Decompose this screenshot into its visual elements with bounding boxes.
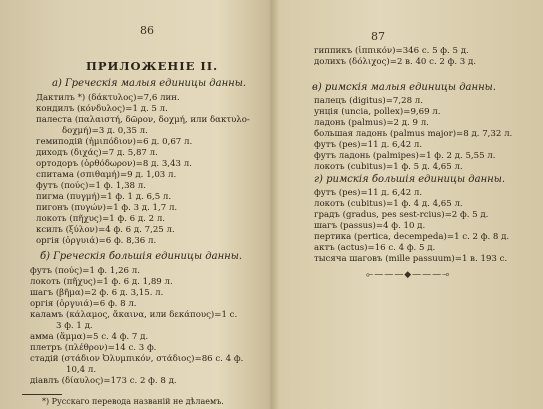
list-item: кондилъ (κόνδυλος)=1 д. 5 л. <box>36 104 168 114</box>
list-item: 3 ф. 1 д. <box>56 321 93 331</box>
list-item: футъ (pes)=11 д. 6,42 л. <box>314 188 423 198</box>
list-item: палеста (παλαιστή, δῶρον, δοχμή, или δακτυλο- <box>36 115 250 125</box>
list-item: футъ (πούς)=1 ф. 1,26 л. <box>30 266 140 276</box>
section-b-list <box>30 266 243 387</box>
list-item: палецъ (digitus)=7,28 л. <box>314 96 423 106</box>
footnote-rule <box>22 394 62 395</box>
list-item: ксилъ (ξύλον)=4 ф. 6 д. 7,25 л. <box>36 225 175 235</box>
list-item: гемиподій (ἡμιπόδιον)=6 д. 0,67 л. <box>36 137 193 147</box>
right-page <box>274 0 543 409</box>
list-item: градъ (gradus, pes sest-rcius)=2 ф. 5 д. <box>314 210 489 220</box>
list-item: локоть (πῆχυς)=1 ф. 6 д. 2 л. <box>36 214 166 224</box>
list-item: большая ладонь (palmus major)=8 д. 7,32 л. <box>314 129 513 139</box>
section-a-list <box>36 93 250 247</box>
section-title-v: в) римскія малыя единицы данны. <box>312 82 496 93</box>
section-title-g: г) римскія большія единицы данны. <box>314 174 506 185</box>
list-item: локоть (πῆχυς)=1 ф. 6 д. 1,89 л. <box>30 277 173 287</box>
footnote: *) Русскаго перевода названій не дѣлаемъ. <box>42 397 224 406</box>
list-item: 10,4 л. <box>66 365 97 375</box>
list-item: спитама (σπιθαμή)=9 д. 1,03 л. <box>36 170 177 180</box>
section-title-b: б) Греческія большія единицы данны. <box>40 251 243 262</box>
left-page <box>0 0 268 409</box>
list-item: футъ (πούς)=1 ф. 1,38 л. <box>36 181 146 191</box>
list-item: футъ ладонь (palmipes)=1 ф. 2 д. 5,55 л. <box>314 151 496 161</box>
list-item: ладонь (palmus)=2 д. 9 л. <box>314 118 429 128</box>
list-item: долихъ (δόλιχος)=2 в. 40 с. 2 ф. 3 д. <box>314 57 477 67</box>
list-item: диходъ (διχάς)=7 д. 5,87 л. <box>36 148 158 158</box>
list-item: футъ (pes)=11 д. 6,42 л. <box>314 140 423 150</box>
section-g-list <box>314 188 509 265</box>
list-item: пигонъ (πυγών)=1 ф. 3 д. 1,7 л. <box>36 203 178 213</box>
list-item: δοχμή)=3 д. 0,35 л. <box>62 126 148 136</box>
list-item: оргія (ὀργυιά)=6 ф. 8,36 л. <box>36 236 157 246</box>
page-number: 87 <box>371 30 385 43</box>
list-item: гиппикъ (ἱππικόν)=346 с. 5 ф. 5 д. <box>314 46 469 56</box>
list-item: амма (ἅμμα)=5 с. 4 ф. 7 д. <box>30 332 149 342</box>
list-item: пигма (πυγμή)=1 ф. 1 д. 6,5 л. <box>36 192 172 202</box>
list-item: діавлъ (δίαυλος)=173 с. 2 ф. 8 д. <box>30 376 177 386</box>
list-item: ортодоръ (ὀρθόδωρον)=8 д. 3,43 л. <box>36 159 192 169</box>
list-item: пертика (pertica, decempeda)=1 с. 2 ф. 8 д. <box>314 232 510 242</box>
list-item: плетръ (πλέθρον)=14 с. 3 ф. <box>30 343 157 353</box>
list-item: локоть (cubitus)=1 ф. 4 д. 4,65 л. <box>314 199 463 209</box>
page-number: 86 <box>140 24 154 37</box>
list-item: локоть (cubitus)=1 ф. 5 д. 4,65 л. <box>314 162 463 172</box>
list-item: шагъ (passus)=4 ф. 10 д. <box>314 221 426 231</box>
appendix-heading: ПРИЛОЖЕНІЕ II. <box>86 59 219 73</box>
list-item: унція (uncia, pollex)=9,69 л. <box>314 107 441 117</box>
list-item: шагъ (βῆμα)=2 ф. 6 д. 3,15. л. <box>30 288 164 298</box>
ornamental-divider: ⟜———◆———⊸ <box>366 270 451 280</box>
section-v-list <box>314 96 512 173</box>
continued-list <box>314 46 476 68</box>
list-item: тысяча шаговъ (mille passuum)=1 в. 193 с. <box>314 254 508 264</box>
list-item: актъ (actus)=16 с. 4 ф. 5 д. <box>314 243 436 253</box>
list-item: оргія (ὀργυιά)=6 ф. 8 л. <box>30 299 137 309</box>
list-item: Дактилъ *) (δάκτυλος)=7,6 лин. <box>36 93 180 103</box>
section-title-a: а) Греческія малыя единицы данны. <box>52 78 247 89</box>
list-item: стадій (στάδιον Ὀλυμπικόν, στάδιος)=86 с. 4 ф. <box>30 354 244 364</box>
list-item: каламъ (κάλαμος, ἄκαινα, или δεκάπους)=1 с. <box>30 310 238 320</box>
